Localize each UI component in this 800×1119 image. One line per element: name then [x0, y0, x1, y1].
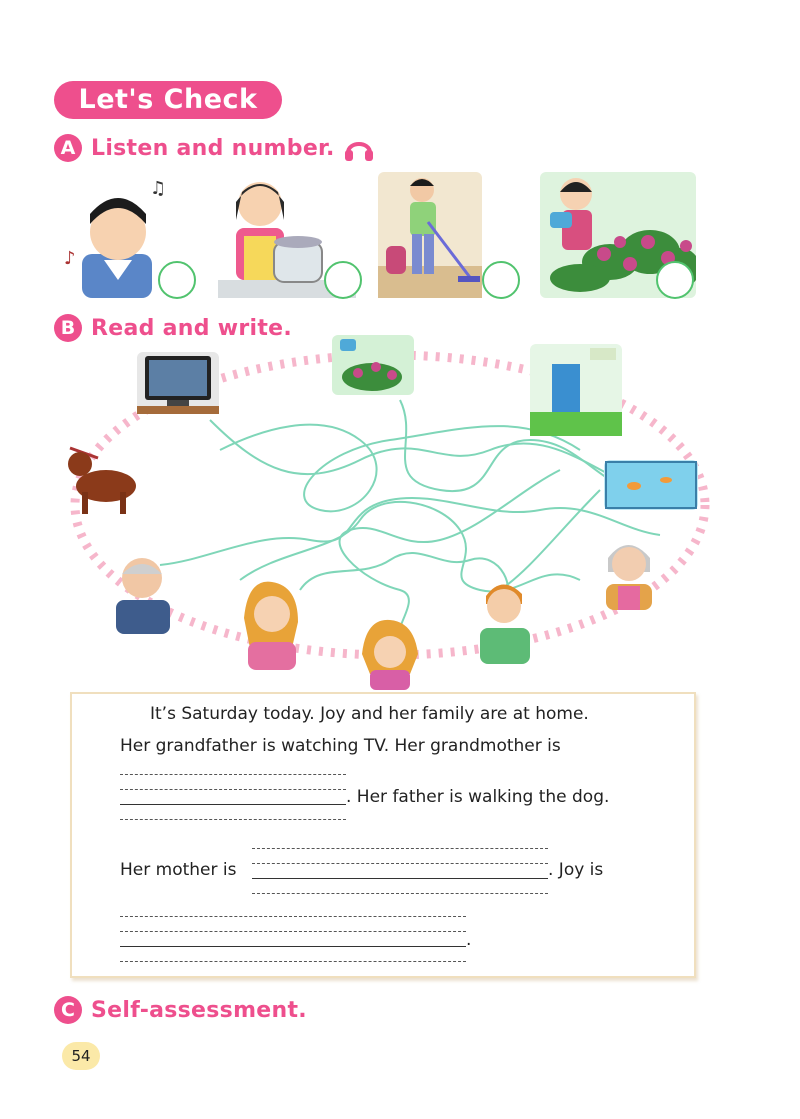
lets-check-title: Let's Check	[54, 81, 282, 119]
passage-line-3: . Her father is walking the dog.	[346, 787, 610, 807]
section-b-title: Read and write.	[91, 315, 293, 341]
answer-circle-1[interactable]	[158, 261, 196, 299]
picture-joy	[356, 618, 424, 690]
picture-grandfather	[102, 548, 180, 634]
answer-circle-2[interactable]	[324, 261, 362, 299]
picture-man-cleaning-floor	[378, 172, 482, 298]
answer-circle-3[interactable]	[482, 261, 520, 299]
picture-dog	[64, 436, 142, 516]
passage-box	[70, 692, 696, 978]
passage-line-4b: . Joy is	[548, 860, 604, 880]
picture-mother	[236, 578, 306, 670]
passage-line-4a: Her mother is	[120, 860, 237, 880]
headphones-icon	[343, 133, 375, 163]
section-a-badge: A	[54, 134, 82, 162]
picture-tv	[137, 352, 219, 414]
svg-text:♫: ♫	[150, 178, 167, 199]
picture-father	[472, 574, 536, 664]
section-c-badge: C	[54, 996, 82, 1024]
section-c-title: Self-assessment.	[91, 997, 307, 1023]
picture-grandmother	[598, 528, 660, 610]
page-number: 54	[62, 1042, 100, 1070]
passage-line-1: It’s Saturday today. Joy and her family are at home.	[150, 704, 589, 724]
section-c-heading	[54, 995, 307, 1025]
section-a-heading	[54, 133, 375, 163]
section-a-title: Listen and number.	[91, 135, 335, 161]
picture-watering-flowers	[332, 335, 414, 395]
answer-circle-4[interactable]	[656, 261, 694, 299]
picture-cabinet	[530, 344, 622, 436]
passage-line-5: .	[466, 930, 472, 950]
section-b-badge: B	[54, 314, 82, 342]
passage-line-2: Her grandfather is watching TV. Her grandmother is	[120, 736, 561, 756]
picture-fish-tank	[604, 460, 698, 510]
svg-text:♪: ♪	[64, 248, 76, 269]
